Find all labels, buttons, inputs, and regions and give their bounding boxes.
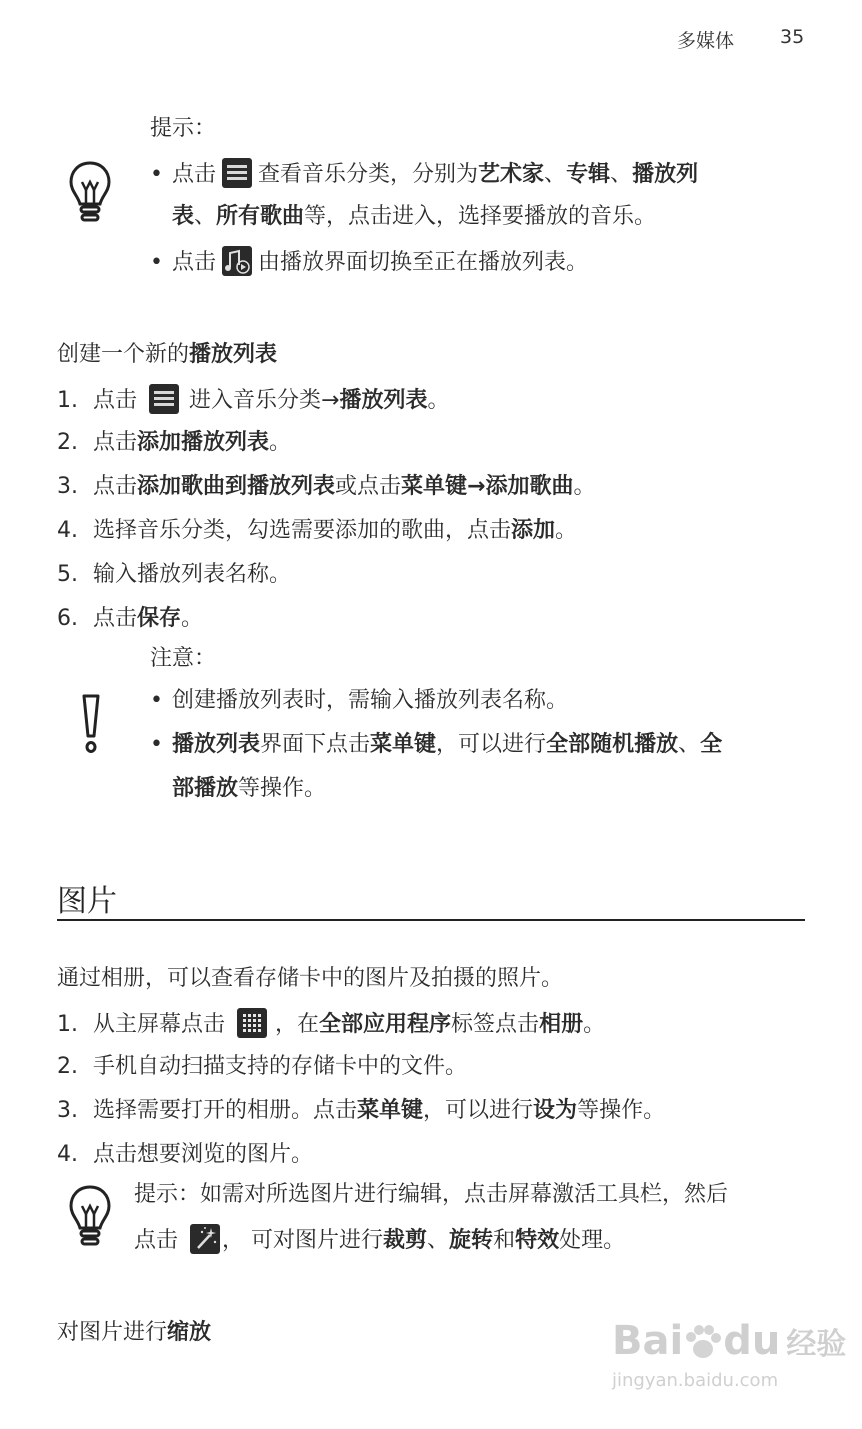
pictures-intro: 通过相册，可以查看存储卡中的图片及拍摄的照片。 <box>57 966 564 991</box>
tip-bullet-1-cont: 表、所有歌曲等，点击进入，选择要播放的音乐。 <box>172 204 657 229</box>
section-subtitle: 创建一个新的播放列表 <box>57 342 278 367</box>
note-bullet-2: • 播放列表界面下点击菜单键，可以进行全部随机播放、全 <box>150 732 723 757</box>
lightbulb-icon <box>68 160 112 232</box>
step-2: 2. 点击添加播放列表。 <box>57 430 292 455</box>
step-3: 3. 点击添加歌曲到播放列表或点击菜单键→添加歌曲。 <box>57 474 596 499</box>
pic-step-1: 1. 从主屏幕点击 ，在全部应用程序标签点击相册。 <box>57 1008 605 1042</box>
pic-step-2: 2. 手机自动扫描支持的存储卡中的文件。 <box>57 1054 468 1079</box>
watermark-url: jingyan.baidu.com <box>612 1370 779 1391</box>
exclamation-icon <box>80 692 102 762</box>
tip2-line-1: 提示：如需对所选图片进行编辑，点击屏幕激活工具栏，然后 <box>134 1182 729 1207</box>
pic-step-3: 3. 选择需要打开的相册。点击菜单键，可以进行设为等操作。 <box>57 1098 666 1123</box>
section-title: 图片 <box>57 884 117 919</box>
watermark-logo: Bai du 经验 <box>612 1318 847 1364</box>
magic-wand-icon <box>190 1224 220 1254</box>
tip-label: 提示： <box>150 116 217 141</box>
note-bullet-1: • 创建播放列表时，需输入播放列表名称。 <box>150 688 569 713</box>
tip-bullet-2: • 点击 由播放界面切换至正在播放列表。 <box>150 246 588 280</box>
menu-icon <box>149 384 179 414</box>
section-divider <box>57 919 805 921</box>
page-number: 35 <box>780 26 805 48</box>
now-playing-icon <box>222 246 252 276</box>
tip-bullet-1: • 点击 查看音乐分类，分别为艺术家、专辑、播放列 <box>150 158 698 192</box>
note-bullet-2-cont: 部播放等操作。 <box>172 776 327 801</box>
tip2-line-2: 点击 ， 可对图片进行裁剪、旋转和特效处理。 <box>134 1224 625 1258</box>
pic-step-4: 4. 点击想要浏览的图片。 <box>57 1142 314 1167</box>
step-6: 6. 点击保存。 <box>57 606 204 631</box>
step-4: 4. 选择音乐分类，勾选需要添加的歌曲，点击添加。 <box>57 518 578 543</box>
step-1: 1. 点击 进入音乐分类→播放列表。 <box>57 384 449 418</box>
lightbulb-icon <box>68 1184 112 1256</box>
step-5: 5. 输入播放列表名称。 <box>57 562 292 587</box>
app-grid-icon <box>237 1008 267 1038</box>
menu-icon <box>222 158 252 188</box>
chapter-title: 多媒体 <box>677 30 735 52</box>
zoom-subtitle: 对图片进行缩放 <box>57 1320 212 1345</box>
note-label: 注意： <box>150 646 217 671</box>
